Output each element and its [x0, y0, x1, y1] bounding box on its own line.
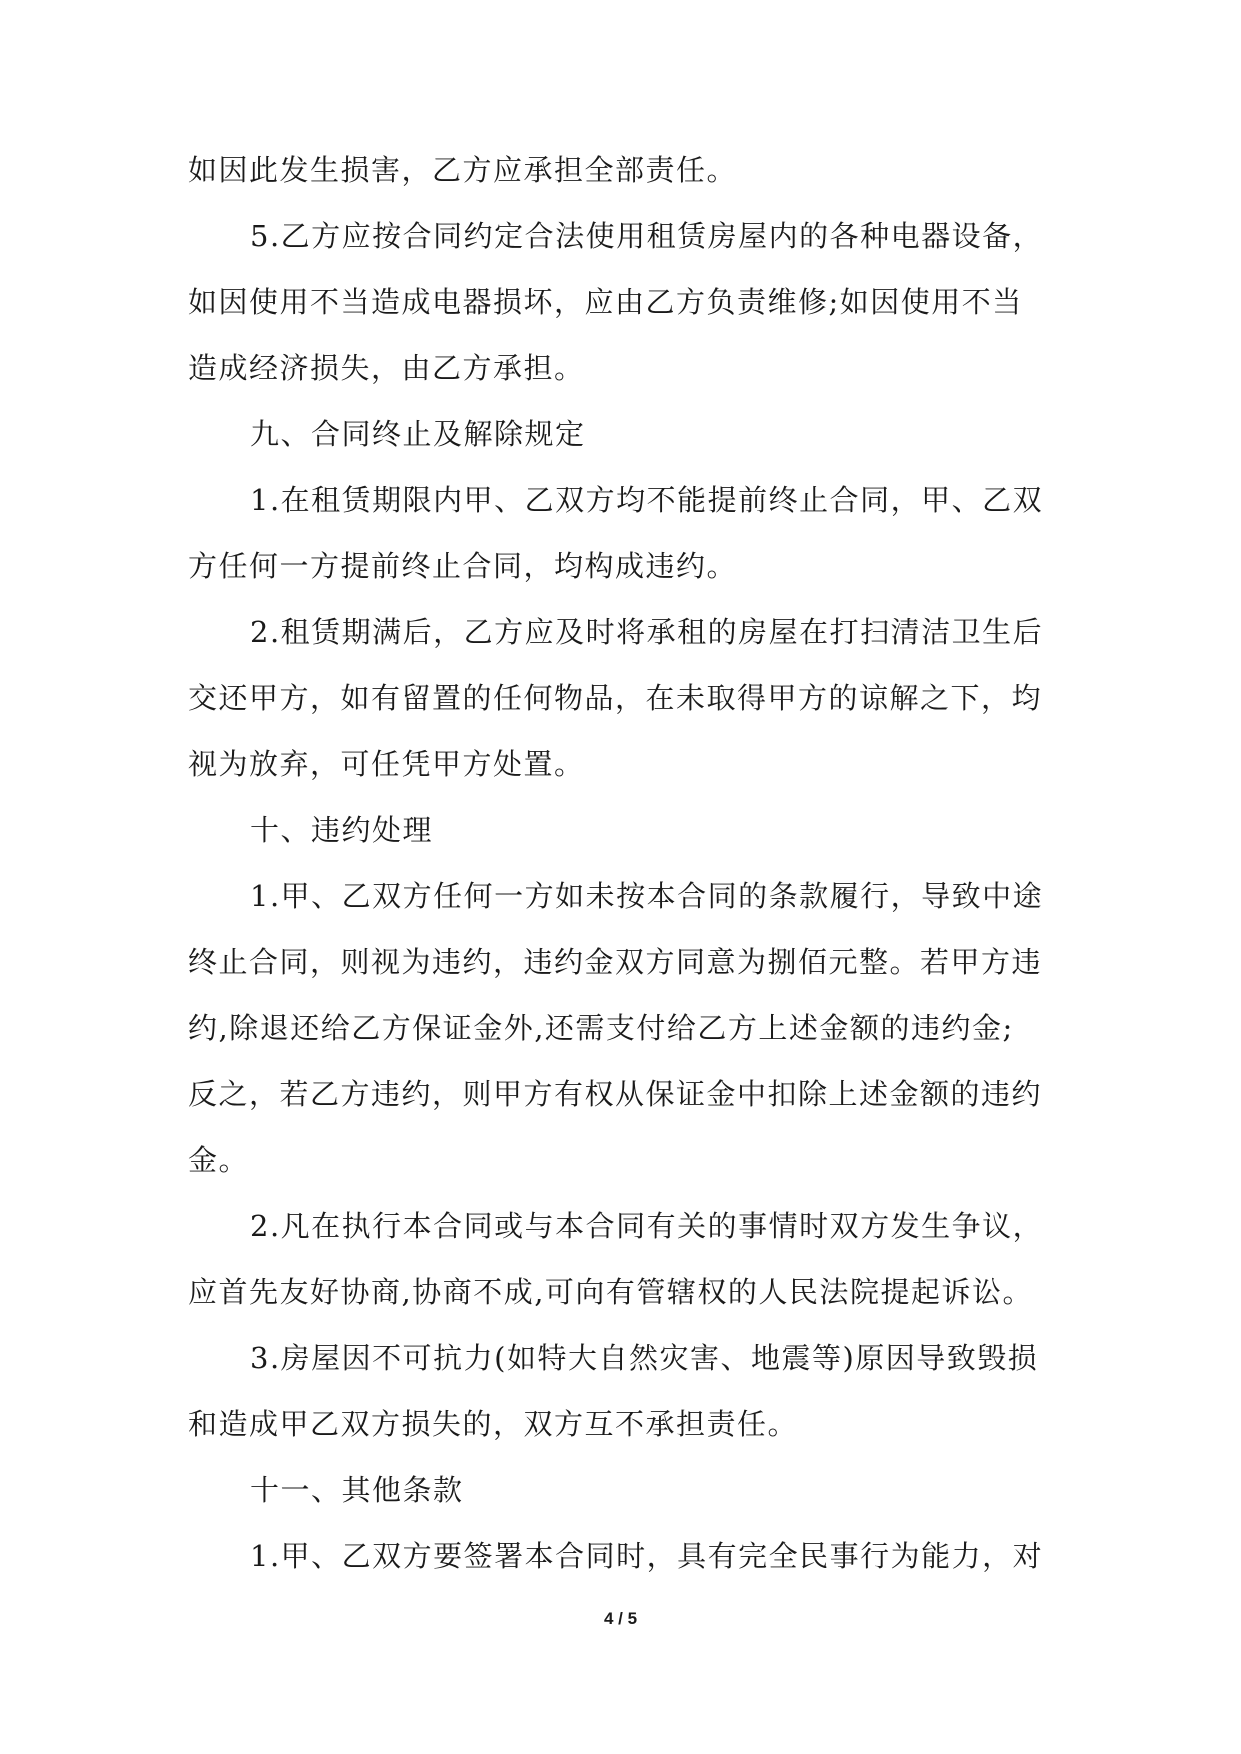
text-line: 2.凡在执行本合同或与本合同有关的事情时双方发生争议， — [250, 1209, 1044, 1243]
text-line: 交还甲方，如有留置的任何物品，在未取得甲方的谅解之下，均 — [188, 681, 1043, 715]
page-number: 4 / 5 — [603, 1609, 638, 1628]
text-line: 九、合同终止及解除规定 — [250, 417, 586, 451]
text-line: 1.甲、乙双方要签署本合同时，具有完全民事行为能力，对 — [250, 1539, 1044, 1573]
text-line: 如因使用不当造成电器损坏，应由乙方负责维修;如因使用不当 — [188, 285, 1023, 319]
text-line: 3.房屋因不可抗力(如特大自然灾害、地震等)原因导致毁损 — [250, 1341, 1039, 1375]
text-line: 金。 — [188, 1143, 250, 1177]
text-line: 5.乙方应按合同约定合法使用租赁房屋内的各种电器设备， — [250, 219, 1044, 253]
text-line: 应首先友好协商,协商不成,可向有管辖权的人民法院提起诉讼。 — [188, 1275, 1033, 1309]
text-line: 如因此发生损害，乙方应承担全部责任。 — [188, 153, 738, 187]
text-line: 2.租赁期满后，乙方应及时将承租的房屋在打扫清洁卫生后 — [250, 615, 1044, 649]
text-line: 造成经济损失，由乙方承担。 — [188, 351, 585, 385]
text-line: 视为放弃，可任凭甲方处置。 — [188, 747, 585, 781]
text-line: 1.甲、乙双方任何一方如未按本合同的条款履行，导致中途 — [250, 879, 1044, 913]
text-line: 1.在租赁期限内甲、乙双方均不能提前终止合同，甲、乙双 — [250, 483, 1044, 517]
text-line: 方任何一方提前终止合同，均构成违约。 — [188, 549, 738, 583]
text-line: 十一、其他条款 — [250, 1473, 464, 1507]
text-line: 终止合同，则视为违约，违约金双方同意为捌佰元整。若甲方违 — [188, 945, 1043, 979]
text-line: 约,除退还给乙方保证金外,还需支付给乙方上述金额的违约金; — [188, 1011, 1014, 1045]
text-line: 反之，若乙方违约，则甲方有权从保证金中扣除上述金额的违约 — [188, 1077, 1043, 1111]
text-line: 和造成甲乙双方损失的，双方互不承担责任。 — [188, 1407, 799, 1441]
text-line: 十、违约处理 — [250, 813, 434, 847]
